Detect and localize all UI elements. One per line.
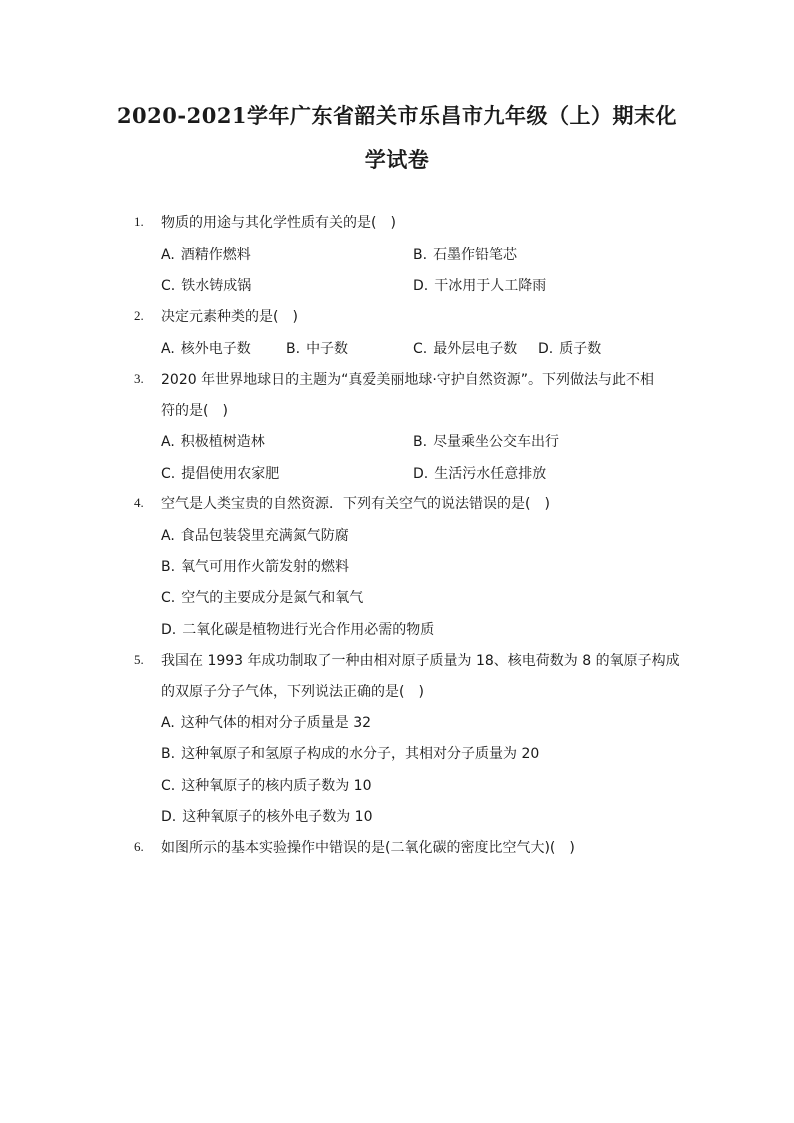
question-1-number: 1. [134,214,144,229]
question-1-option-b: B. 石墨作铅笔芯 [413,247,518,263]
question-5-option-a: A. 这种气体的相对分子质量是 32 [161,715,372,731]
question-4-option-b: B. 氧气可用作火箭发射的燃料 [161,559,350,575]
question-1-option-c: C. 铁水铸成锅 [161,278,252,294]
question-4-stem: 空气是人类宝贵的自然资源．下列有关空气的说法错误的是( ) [161,496,550,512]
question-5-stem-line-2: 的双原子分子气体，下列说法正确的是( ) [161,684,424,700]
question-3-number: 3. [134,371,144,386]
question-2-option-a: A. 核外电子数 [161,341,251,357]
question-1-option-a: A. 酒精作燃料 [161,247,251,263]
question-3-option-b: B. 尽量乘坐公交车出行 [413,434,560,450]
question-2-option-c: C. 最外层电子数 [413,341,518,357]
question-4-option-c: C. 空气的主要成分是氮气和氧气 [161,590,364,606]
question-6-stem: 如图所示的基本实验操作中错误的是(二氧化碳的密度比空气大)( ) [161,840,575,856]
question-4-option-d: D. 二氧化碳是植物进行光合作用必需的物质 [161,622,435,638]
question-1-option-d: D. 干冰用于人工降雨 [413,278,547,294]
question-1-stem: 物质的用途与其化学性质有关的是( ) [161,215,396,231]
question-5-option-d: D. 这种氧原子的核外电子数为 10 [161,809,373,825]
question-3-option-a: A. 积极植树造林 [161,434,265,450]
question-3-stem-line-2: 符的是( ) [161,403,228,419]
question-5-stem-line-1: 我国在 1993 年成功制取了一种由相对原子质量为 18、核电荷数为 8 的氧原子构成 [161,653,680,669]
question-3-option-c: C. 提倡使用农家肥 [161,466,280,482]
question-4-option-a: A. 食品包装袋里充满氮气防腐 [161,528,349,544]
question-2-option-b: B. 中子数 [286,341,349,357]
question-5-option-b: B. 这种氧原子和氢原子构成的水分子，其相对分子质量为 20 [161,746,540,762]
question-2-number: 2. [134,308,144,323]
question-5-option-c: C. 这种氧原子的核内质子数为 10 [161,778,372,794]
question-3-stem-line-1: 2020 年世界地球日的主题为“真爱美丽地球·守护自然资源”。下列做法与此不相 [161,372,655,388]
question-5-number: 5. [134,652,144,667]
question-2-option-d: D. 质子数 [538,341,602,357]
exam-title-line-1: 2020-2021学年广东省韶关市乐昌市九年级（上）期末化 [116,103,678,128]
exam-title-line-2: 学试卷 [364,147,430,172]
question-4-number: 4. [134,495,144,510]
question-3-option-d: D. 生活污水任意排放 [413,466,547,482]
question-2-stem: 决定元素种类的是( ) [161,309,298,325]
question-6-number: 6. [134,839,144,854]
